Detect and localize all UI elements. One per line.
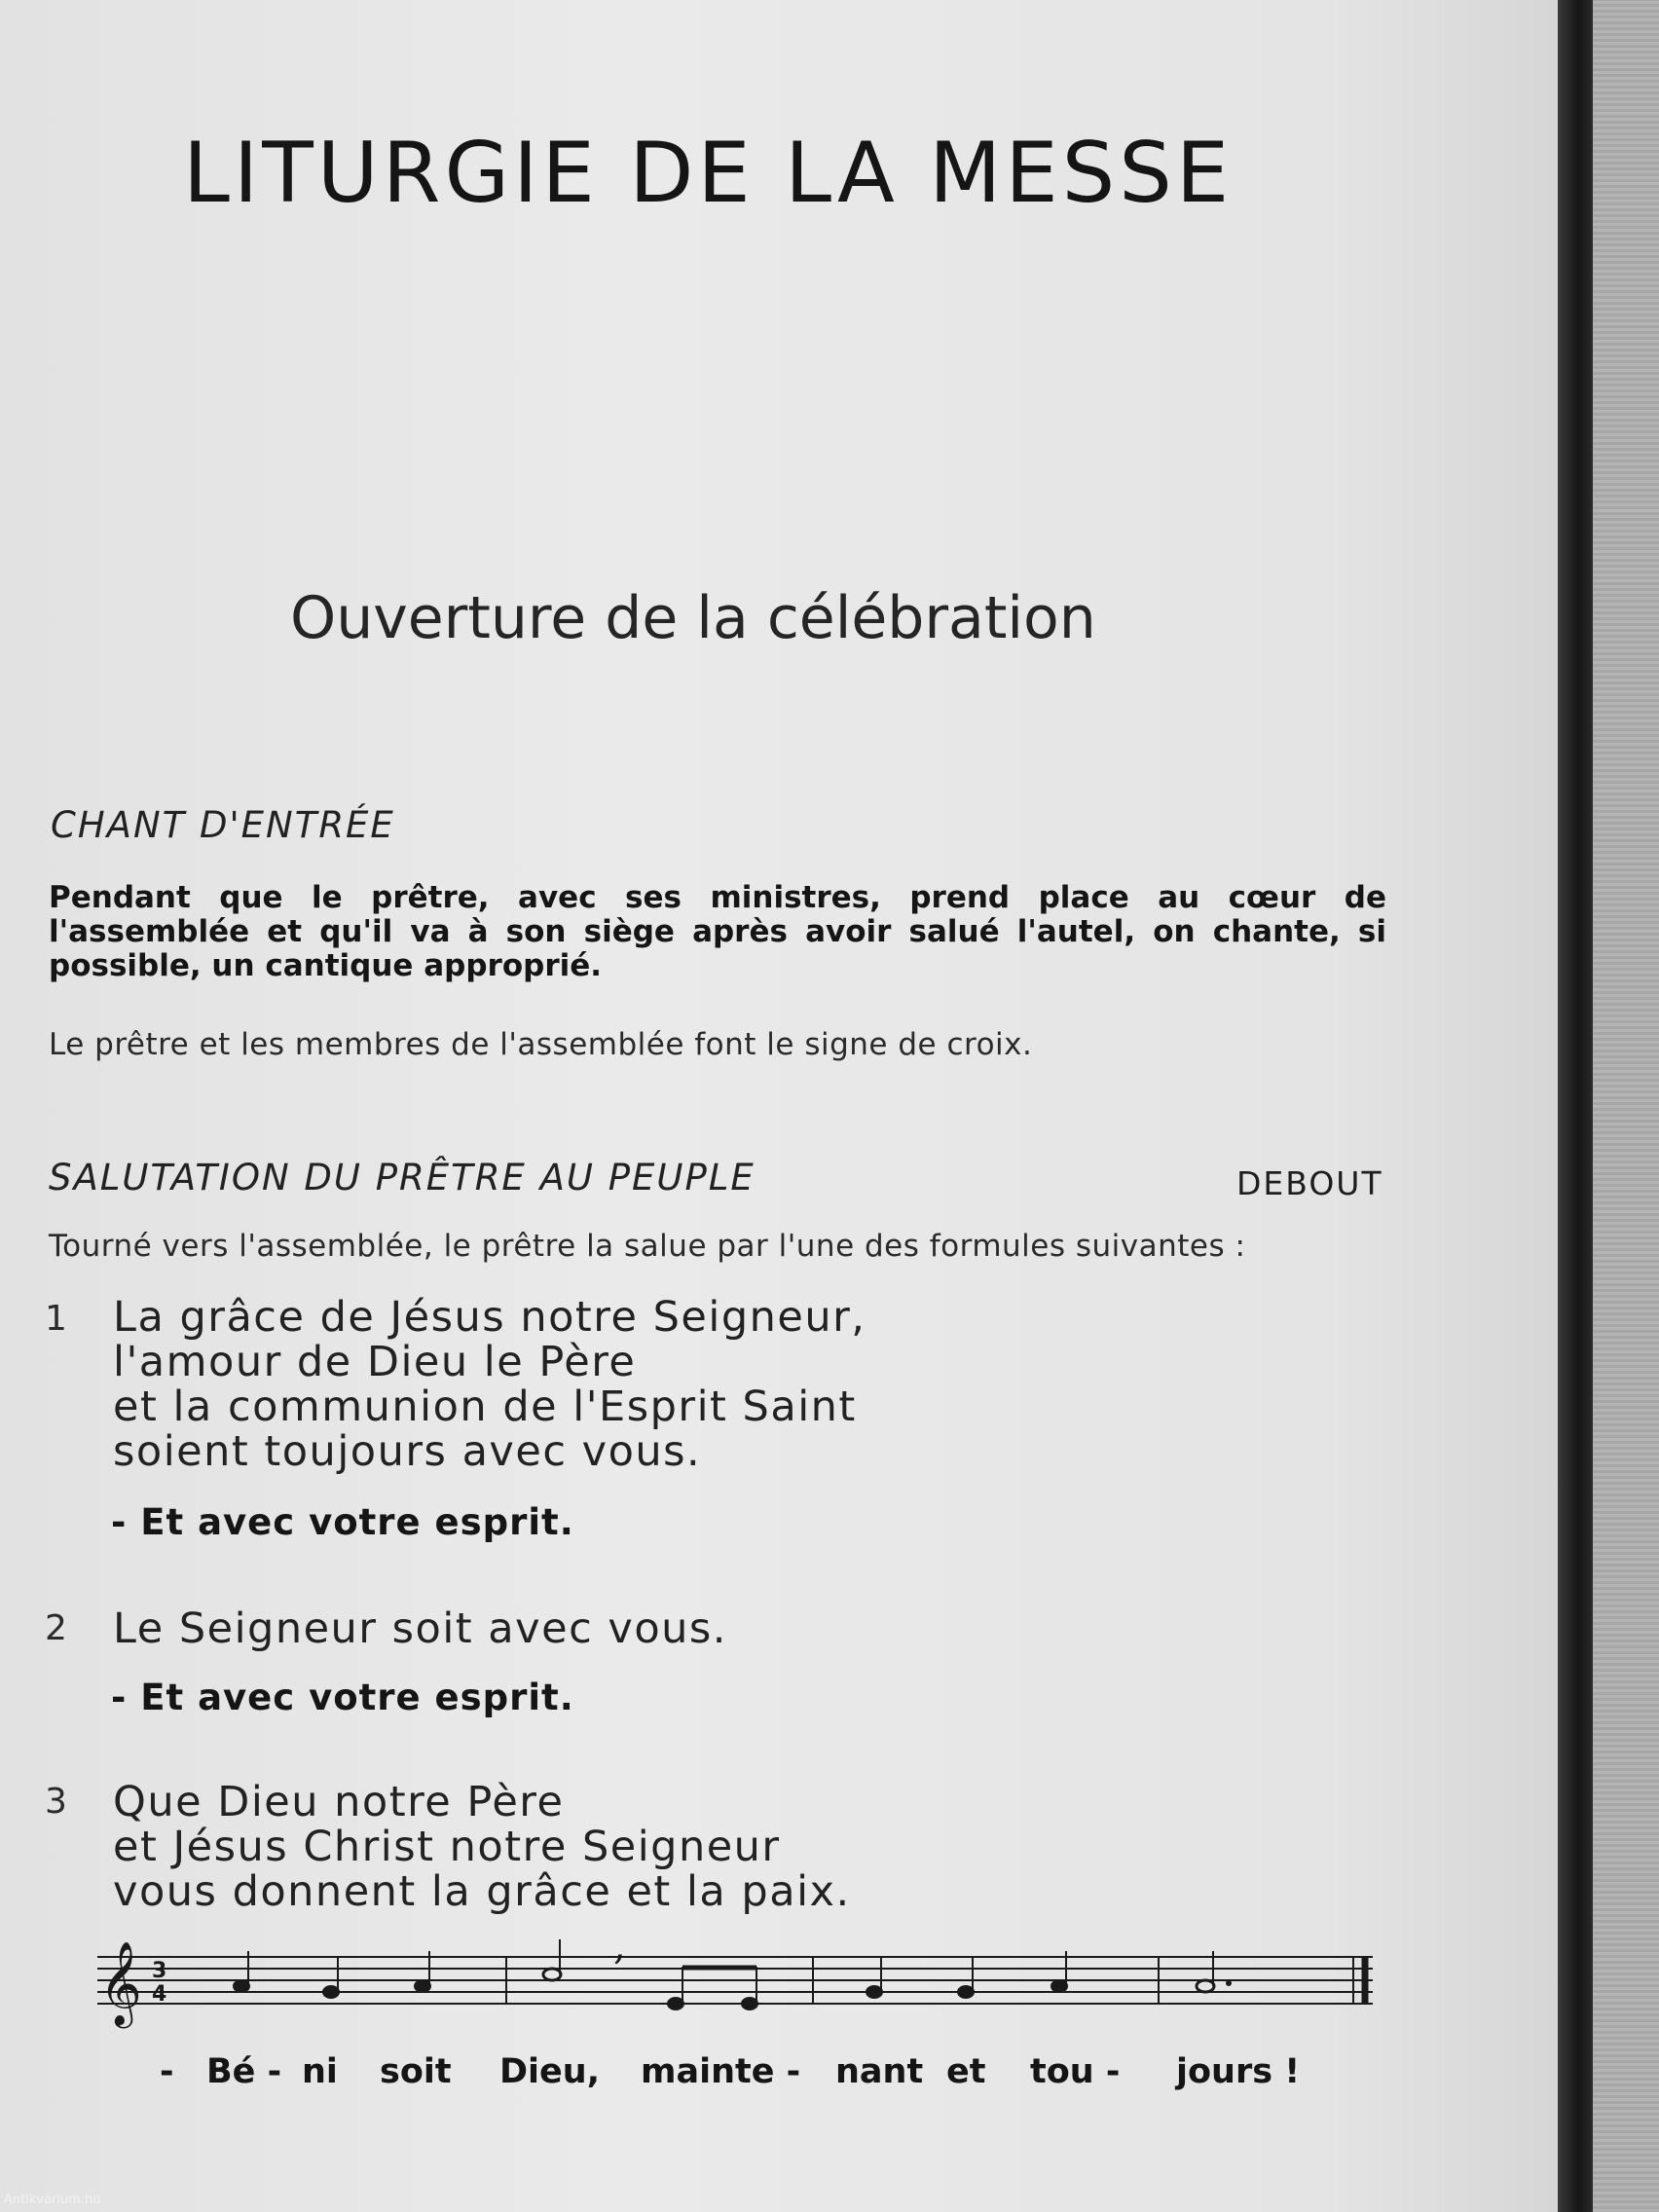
verse-line: Le Seigneur soit avec vous. — [113, 1604, 727, 1653]
breath-mark: , — [613, 1937, 626, 1969]
verse-line: soient toujours avec vous. — [113, 1427, 702, 1476]
formula-2-text — [113, 1606, 727, 1651]
salutation-rubric: Tourné vers l'assemblée, le prêtre la salue par l'une des formules suivantes : — [49, 1229, 1246, 1264]
page-title: LITURGIE DE LA MESSE — [183, 125, 1234, 222]
formula-1-response: - Et avec votre esprit. — [111, 1501, 574, 1543]
formula-2-response: - Et avec votre esprit. — [111, 1677, 574, 1718]
note — [1051, 1980, 1067, 1992]
verse-line: et Jésus Christ notre Seigneur — [113, 1823, 781, 1871]
lyric: et — [946, 2052, 986, 2091]
treble-clef-icon: 𝄞 — [99, 1941, 142, 2025]
formula-1-text — [113, 1295, 866, 1474]
lyric: Bé - — [206, 2052, 282, 2091]
note — [742, 1998, 757, 2009]
lyric: jours ! — [1176, 2052, 1301, 2091]
note — [958, 1986, 974, 1998]
posture-label: DEBOUT — [1236, 1164, 1383, 1202]
book-spine — [1558, 0, 1593, 2212]
note — [866, 1986, 882, 1998]
verse-line: La grâce de Jésus notre Seigneur, — [113, 1293, 866, 1342]
lyric: ni — [302, 2052, 338, 2091]
lyric: soit — [380, 2052, 452, 2091]
verse-line: vous donnent la grâce et la paix. — [113, 1867, 851, 1916]
watermark: Antikvárium.hu — [4, 2193, 101, 2207]
chant-entree-rubric-bold: Pendant que le prêtre, avec ses ministres, prend place au cœur de l'assemblée et qu'il va à son siège après avoir salué l'autel, on chante, si possible, un cantique approprié. — [49, 880, 1386, 983]
lyric: mainte - — [641, 2052, 801, 2091]
dotted-half-note — [1197, 1980, 1214, 1992]
formula-number: 1 — [45, 1299, 67, 1339]
time-signature-bottom: 4 — [152, 1982, 167, 2007]
time-signature-top: 3 — [152, 1959, 167, 1983]
lyric: tou - — [1030, 2052, 1121, 2091]
lyric: - — [160, 2052, 174, 2091]
half-note — [543, 1969, 561, 1980]
section-subtitle: Ouverture de la célébration — [290, 584, 1096, 652]
note — [234, 1980, 249, 1992]
verse-line: l'amour de Dieu le Père — [113, 1338, 637, 1386]
chant-entree-heading: CHANT D'ENTRÉE — [51, 804, 395, 846]
note — [415, 1980, 430, 1992]
salutation-heading: SALUTATION DU PRÊTRE AU PEUPLE — [49, 1157, 756, 1198]
lyric: nant — [835, 2052, 924, 2091]
note — [323, 1986, 339, 1998]
note — [668, 1998, 683, 2009]
formula-number: 2 — [45, 1608, 67, 1648]
formula-3-text — [113, 1780, 851, 1914]
lyric: Dieu, — [499, 2052, 601, 2091]
formula-number: 3 — [45, 1782, 67, 1822]
verse-line: Que Dieu notre Père — [113, 1778, 565, 1826]
music-staff — [97, 1937, 1382, 2054]
chant-entree-rubric: Le prêtre et les membres de l'assemblée font le signe de croix. — [49, 1027, 1033, 1062]
verse-line: et la communion de l'Esprit Saint — [113, 1382, 857, 1431]
dot — [1226, 1980, 1232, 1986]
background-cloth — [1593, 0, 1659, 2212]
